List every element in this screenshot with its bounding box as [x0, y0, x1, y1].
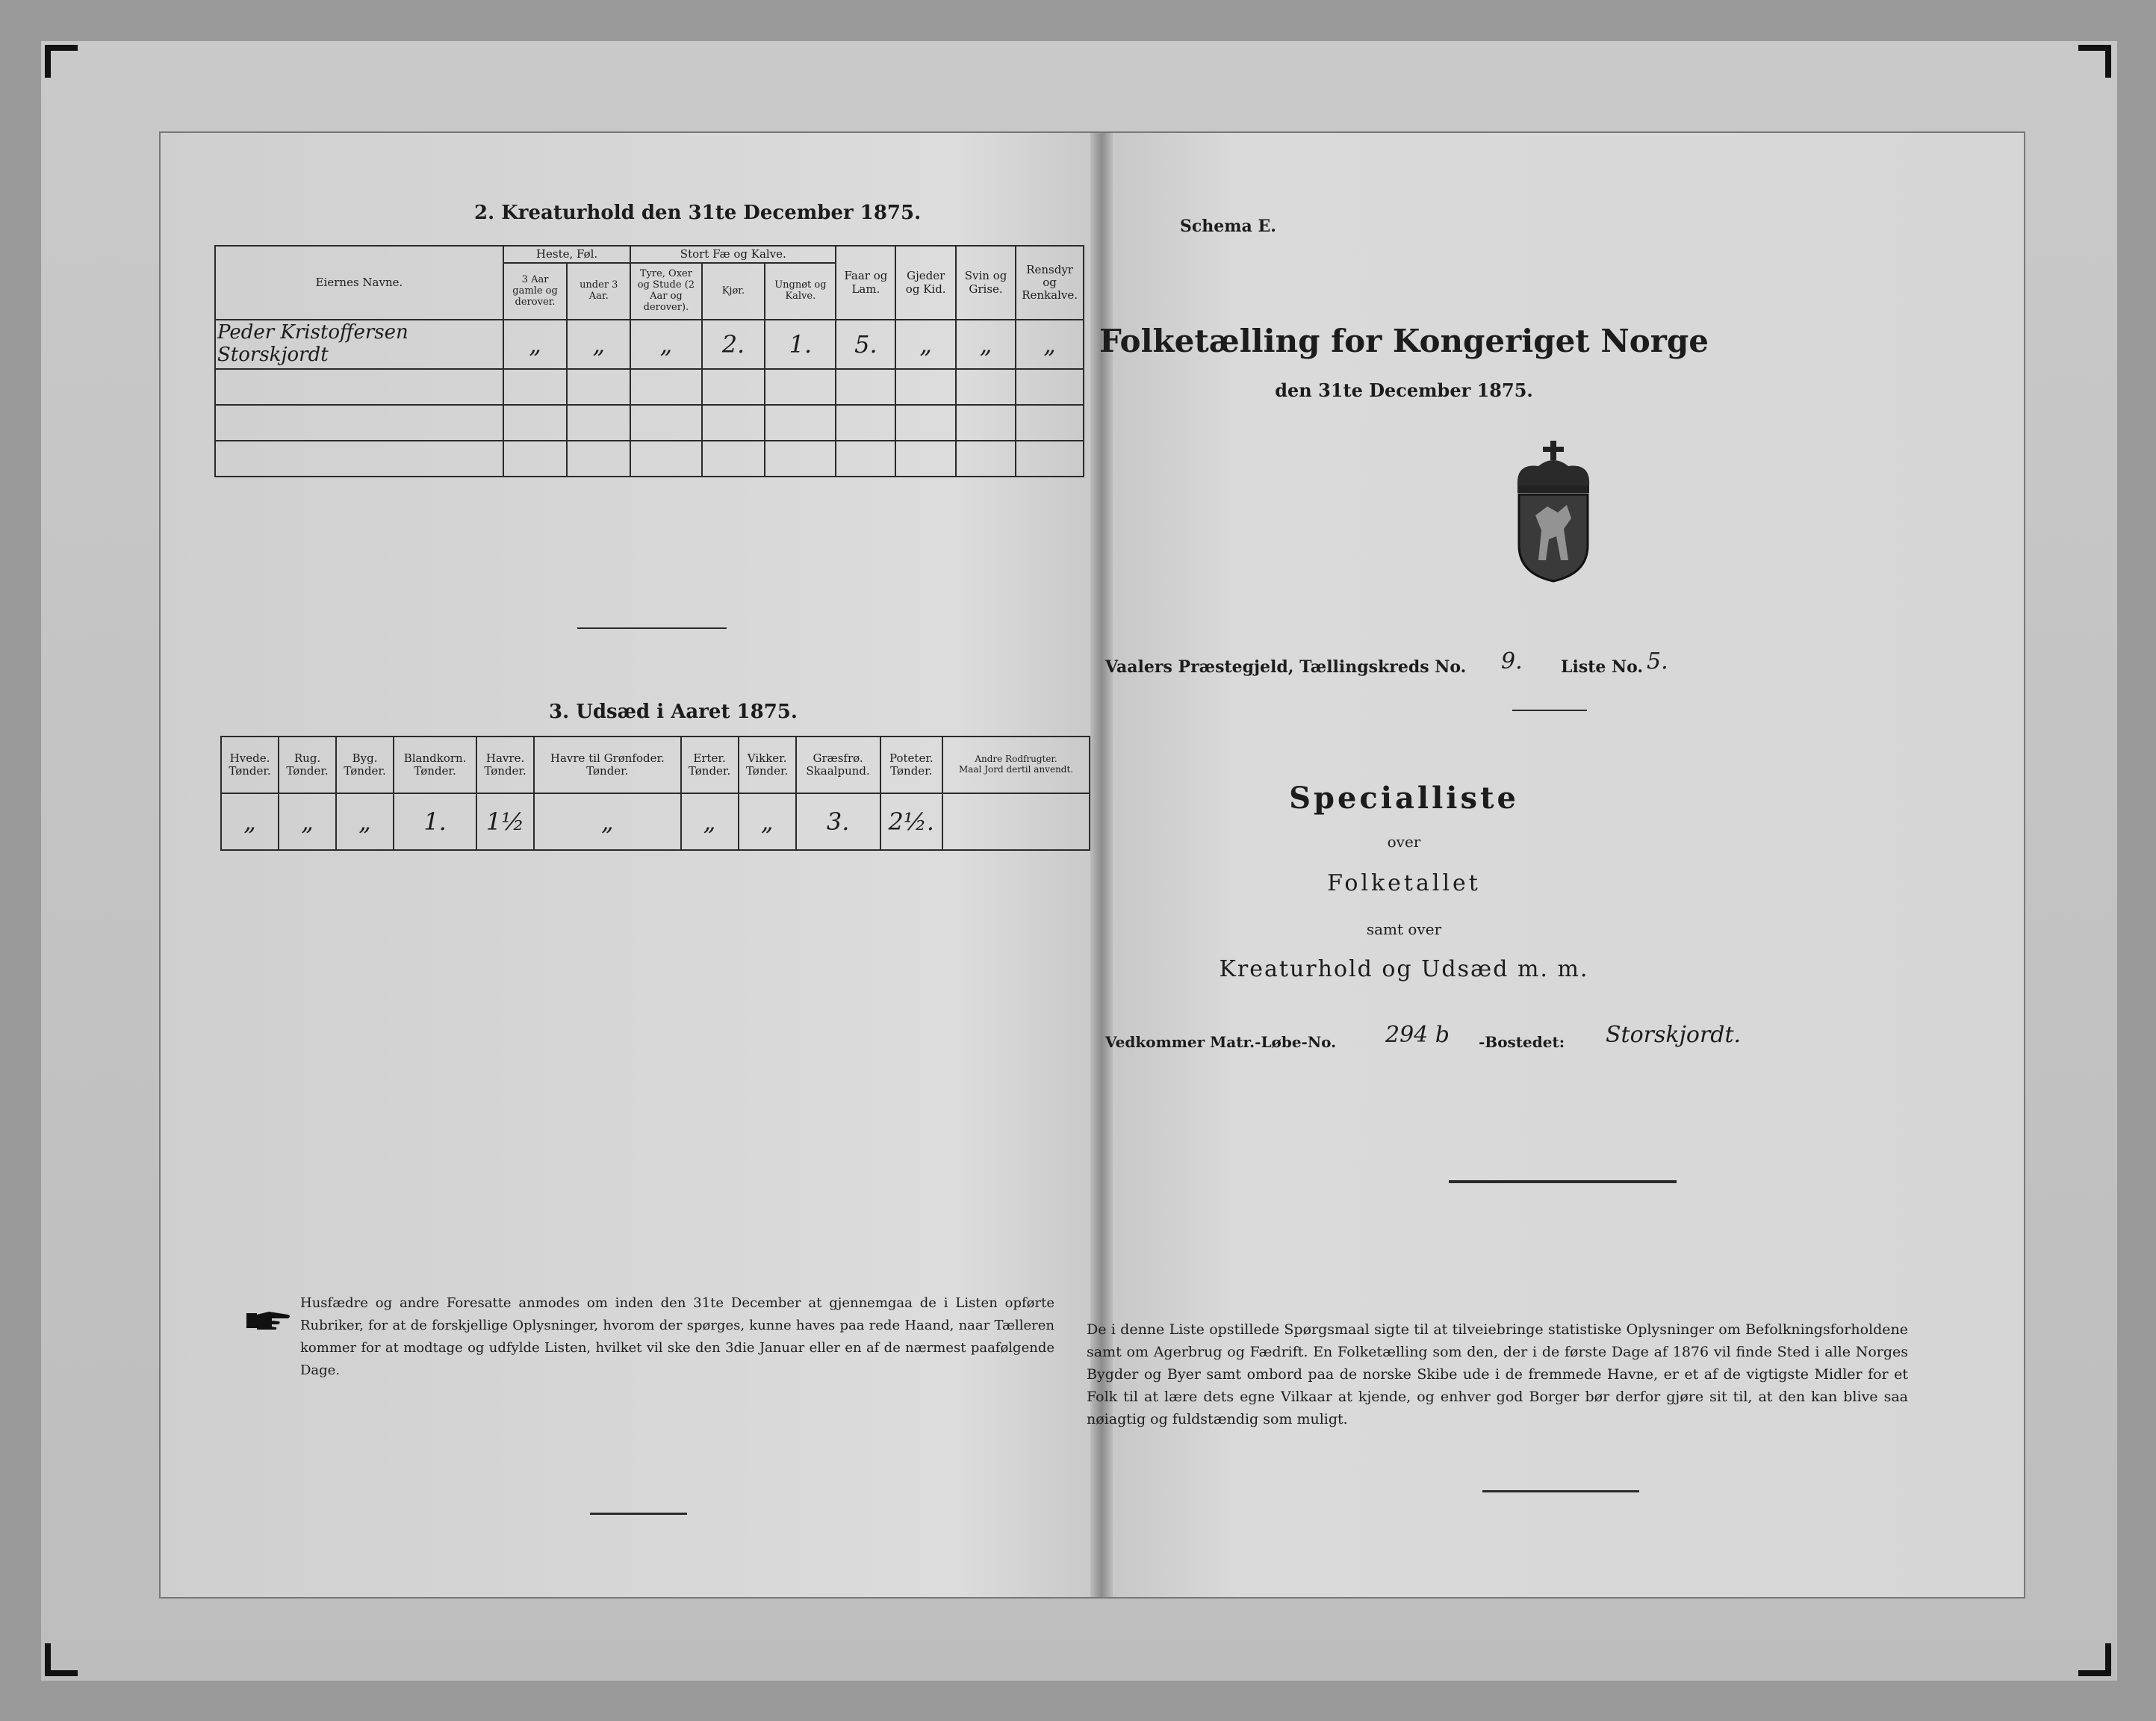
cell-ungnot: 1.	[765, 320, 836, 369]
seed-val-vikker: „	[739, 793, 796, 850]
cell-svin: „	[956, 320, 1016, 369]
cell-heste-b: „	[567, 320, 630, 369]
seed-col-havre: Havre. Tønder.	[476, 737, 534, 793]
notice-text: Husfædre og andre Foresatte anmodes om inden den 31te December at gjennemgaa de i Listen opførte Rubriker, for at de forskjellige Oplysninger, hvorom der spørges, kunne haves paa rede Haand, naar Tælleren kommer for at modtage og udfylde Listen, hvilket vil ske den 3die Januar eller en af de nærmest paafølgende Dage.	[300, 1295, 1054, 1378]
cell-fae-a: „	[630, 320, 701, 369]
parish-label: Vaalers Præstegjeld, Tællingskreds No.	[1105, 657, 1467, 677]
seed-col-erter: Erter. Tønder.	[681, 737, 739, 793]
divider	[1482, 1490, 1639, 1492]
samt-over-label: samt over	[1366, 920, 1442, 938]
seed-col-poteter: Poteter. Tønder.	[880, 737, 943, 793]
seed-val-graesfro: 3.	[796, 793, 880, 850]
divider	[1512, 710, 1587, 711]
col-heste-a: 3 Aar gamle og derover.	[503, 263, 567, 320]
col-owner: Eiernes Navne.	[215, 246, 503, 320]
seed-col-graesfro: Græsfrø. Skaalpund.	[796, 737, 880, 793]
seed-val-blandkorn: 1.	[394, 793, 476, 850]
cell-faar: 5.	[836, 320, 895, 369]
seed-val-havre-gronfoder: „	[534, 793, 680, 850]
col-svin: Svin og Grise.	[956, 246, 1016, 320]
seed-val-hvede: „	[221, 793, 279, 850]
norway-coat-of-arms-icon	[1509, 441, 1598, 583]
kreaturhold-title: Kreaturhold og Udsæd m. m.	[1219, 956, 1589, 982]
schema-label: Schema E.	[1180, 217, 1276, 236]
seed-col-havre-gronfoder: Havre til Grønfoder. Tønder.	[534, 737, 680, 793]
liste-number: 5.	[1647, 648, 1668, 675]
seed-val-rug: „	[279, 793, 336, 850]
main-title: Folketælling for Kongeriget Norge	[1099, 323, 1709, 359]
crop-mark-bottom-left	[45, 1643, 78, 1676]
livestock-table	[214, 245, 1084, 477]
section3-title: 3. Udsæd i Aaret 1875.	[549, 701, 798, 723]
crop-mark-top-right	[2078, 45, 2111, 78]
cell-gjeder: „	[895, 320, 955, 369]
divider	[590, 1513, 687, 1515]
over-label: over	[1387, 833, 1421, 851]
seed-col-hvede: Hvede. Tønder.	[221, 737, 279, 793]
col-heste: Heste, Føl.	[503, 246, 630, 263]
cell-rensdyr: „	[1016, 320, 1084, 369]
bosted-name: Storskjordt.	[1606, 1022, 1742, 1048]
col-fae-c: Ungnøt og Kalve.	[765, 263, 836, 320]
seed-val-poteter: 2½.	[880, 793, 943, 850]
section2-title: 2. Kreaturhold den 31te December 1875.	[474, 202, 922, 224]
cell-heste-a: „	[503, 320, 567, 369]
owner-name: Peder Kristoffersen Storskjordt	[215, 320, 503, 369]
main-subtitle: den 31te December 1875.	[1275, 379, 1533, 401]
divider	[577, 627, 727, 629]
col-fae-a: Tyre, Oxer og Stude (2 Aar og derover).	[630, 263, 701, 320]
matr-number: 294 b	[1385, 1022, 1450, 1048]
special-title: Specialliste	[1289, 781, 1519, 816]
seed-col-rug: Rug. Tønder.	[279, 737, 336, 793]
seed-col-vikker: Vikker. Tønder.	[739, 737, 796, 793]
col-stort-fae: Stort Fæ og Kalve.	[630, 246, 836, 263]
table-row	[215, 405, 1084, 441]
col-faar: Faar og Lam.	[836, 246, 895, 320]
seed-col-andre: Andre Rodfrugter. Maal Jord dertil anvendt.	[942, 737, 1090, 793]
crop-mark-bottom-right	[2078, 1643, 2111, 1676]
col-gjeder: Gjeder og Kid.	[895, 246, 955, 320]
seed-val-havre: 1½	[476, 793, 534, 850]
seed-val-erter: „	[681, 793, 739, 850]
crop-mark-top-left	[45, 45, 78, 78]
seed-col-blandkorn: Blandkorn. Tønder.	[394, 737, 476, 793]
cell-kjor: 2.	[702, 320, 765, 369]
bosted-label: -Bostedet:	[1479, 1033, 1565, 1051]
col-heste-b: under 3 Aar.	[567, 263, 630, 320]
col-rensdyr: Rensdyr og Renkalve.	[1016, 246, 1084, 320]
divider	[1449, 1180, 1677, 1183]
folketallet-title: Folketallet	[1327, 870, 1481, 896]
info-paragraph: De i denne Liste opstillede Spørgsmaal sigte til at tilveiebringe statistiske Oplysninger om Befolkningsforholdene samt om Agerbrug og Fædrift. En Folketælling som den, der i de første Dage af 1876 vil finde Sted i alle Norges Bygder og Byer samt ombord paa de norske Skibe ude i de fremmede Havne, er et af de vigtigste Midler for et Folk til at lære dets egne Vilkaar at kjende, og enhver god Borger bør derfor gjøre sit til, at den kan blive saa nøiagtig og fuldstændig som muligt.	[1087, 1321, 1908, 1427]
liste-label: Liste No.	[1561, 657, 1644, 677]
col-fae-b: Kjør.	[702, 263, 765, 320]
matr-label: Vedkommer Matr.-Løbe-No.	[1105, 1033, 1337, 1051]
parish-number: 9.	[1501, 648, 1523, 675]
pointing-hand-icon	[246, 1309, 291, 1333]
seed-val-byg: „	[336, 793, 394, 850]
seed-col-byg: Byg. Tønder.	[336, 737, 394, 793]
table-row	[215, 441, 1084, 477]
